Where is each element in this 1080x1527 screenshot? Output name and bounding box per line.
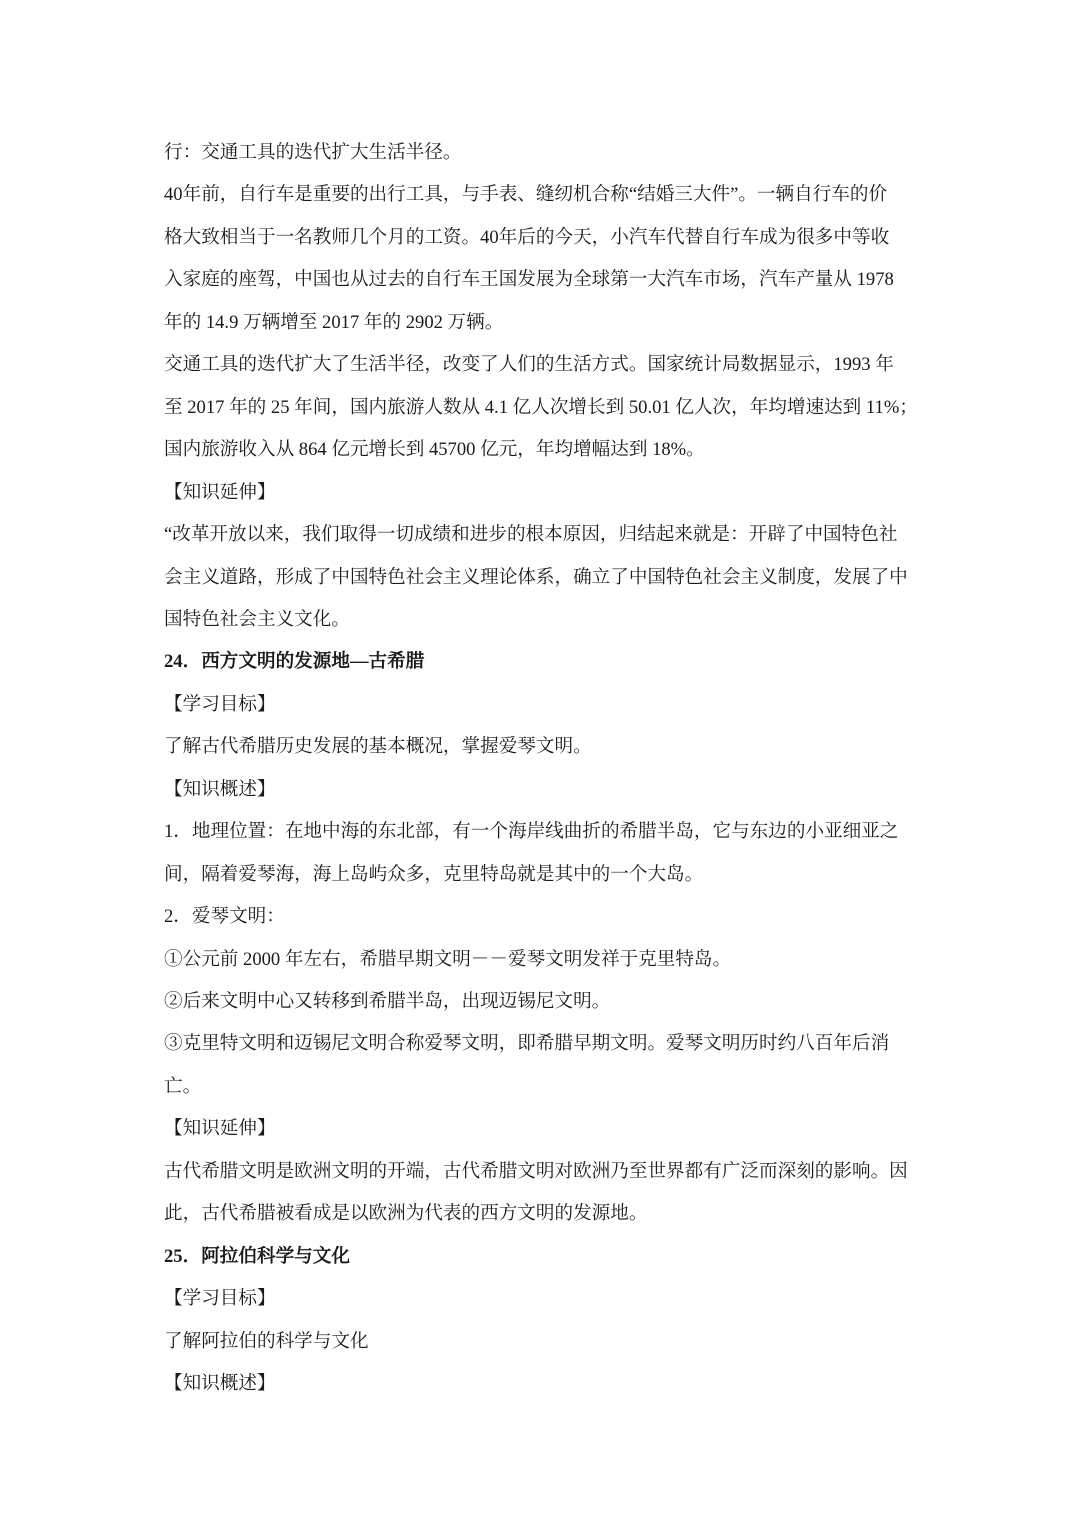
text-line: “改革开放以来，我们取得一切成绩和进步的根本原因，归结起来就是：开辟了中国特色社 bbox=[164, 524, 898, 546]
text-line: 入家庭的座驾，中国也从过去的自行车王国发展为全球第一大汽车市场，汽车产量从 1978 bbox=[164, 269, 894, 291]
text-line: 至 2017 年的 25 年间，国内旅游人数从 4.1 亿人次增长到 50.01 亿人次，年均增速达到 11%； bbox=[164, 396, 918, 418]
text-line: 1．地理位置：在地中海的东北部，有一个海岸线曲折的希腊半岛，它与东边的小亚细亚之 bbox=[164, 821, 899, 843]
text-line: 会主义道路，形成了中国特色社会主义理论体系，确立了中国特色社会主义制度，发展了中 bbox=[164, 566, 908, 588]
section-heading: 25．阿拉伯科学与文化 bbox=[164, 1245, 350, 1267]
text-line: 此，古代希腊被看成是以欧洲为代表的西方文明的发源地。 bbox=[164, 1203, 648, 1225]
text-line: 了解古代希腊历史发展的基本概况，掌握爱琴文明。 bbox=[164, 736, 592, 758]
text-line: 国内旅游收入从 864 亿元增长到 45700 亿元，年均增幅达到 18%。 bbox=[164, 439, 705, 461]
text-line: 2．爱琴文明： bbox=[164, 906, 285, 928]
text-line: 行：交通工具的迭代扩大生活半径。 bbox=[164, 142, 462, 163]
text-line: 年的 14.9 万辆增至 2017 年的 2902 万辆。 bbox=[164, 311, 504, 333]
section-label: 【知识概述】 bbox=[164, 778, 276, 800]
text-line: 间，隔着爱琴海，海上岛屿众多，克里特岛就是其中的一个大岛。 bbox=[164, 863, 704, 885]
text-line: 古代希腊文明是欧洲文明的开端，古代希腊文明对欧洲乃至世界都有广泛而深刻的影响。因 bbox=[164, 1160, 908, 1182]
text-line: ②后来文明中心又转移到希腊半岛，出现迈锡尼文明。 bbox=[164, 991, 611, 1012]
text-line: 40年前，自行车是重要的出行工具，与手表、缝纫机合称“结婚三大件”。一辆自行车的价 bbox=[164, 184, 888, 206]
text-line: 格大致相当于一名教师几个月的工资。40年后的今天，小汽车代替自行车成为很多中等收 bbox=[164, 226, 890, 248]
section-label: 【知识概述】 bbox=[164, 1373, 276, 1395]
section-heading: 24．西方文明的发源地—古希腊 bbox=[164, 651, 425, 673]
text-line: 了解阿拉伯的科学与文化 bbox=[164, 1330, 369, 1352]
text-line: 交通工具的迭代扩大了生活半径，改变了人们的生活方式。国家统计局数据显示，1993 年 bbox=[164, 354, 894, 376]
section-label: 【知识延伸】 bbox=[164, 481, 276, 503]
text-line: ③克里特文明和迈锡尼文明合称爱琴文明，即希腊早期文明。爱琴文明历时约八百年后消 bbox=[164, 1033, 890, 1055]
section-label: 【学习目标】 bbox=[164, 1288, 276, 1310]
section-label: 【学习目标】 bbox=[164, 693, 276, 715]
text-line: ①公元前 2000 年左右，希腊早期文明－－爱琴文明发祥于克里特岛。 bbox=[164, 948, 732, 970]
text-line: 亡。 bbox=[164, 1075, 202, 1097]
text-line: 国特色社会主义文化。 bbox=[164, 608, 350, 630]
section-label: 【知识延伸】 bbox=[164, 1118, 276, 1140]
